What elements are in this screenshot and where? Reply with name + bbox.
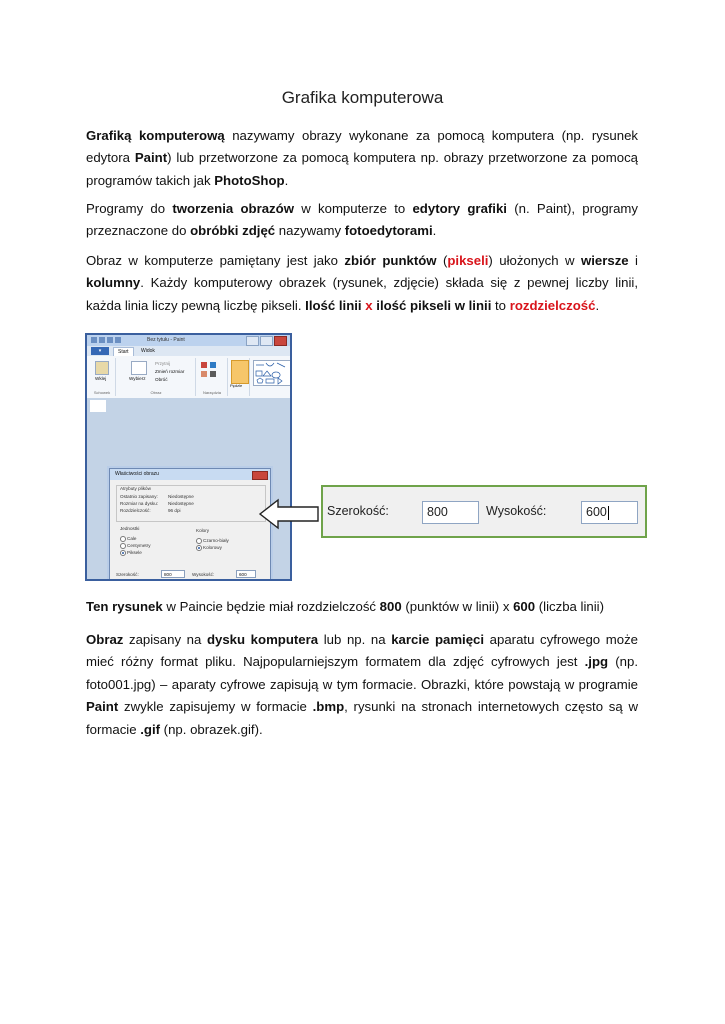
text-run: i [628,253,638,268]
bold-text: Paint [86,699,119,715]
width-label: Szerokość: [116,572,139,577]
text-run: . [284,172,289,188]
shapes-icon [254,361,290,385]
zoom-width-input[interactable] [422,501,479,524]
fill-icon [210,362,216,368]
text-run: ) ułożonych w [488,253,581,268]
bold-text: .bmp [312,699,345,715]
rotate-label: Obróć [155,377,168,382]
units-header: Jednostki [120,526,140,531]
color-bw-label: Czarno-biały [203,538,229,543]
zoomed-size-fields [321,485,647,538]
text-run: , rysunki na stronach internetowych często są w formacie [86,699,638,737]
resolution-value: 96 dpi [168,508,181,513]
paragraph-definition [86,125,638,192]
text-run: aparatu cyfrowego może mieć różny format pliku. Najpopularniejszym formatem dla zdjęć cyfrowych jest [86,632,638,670]
brushes-icon [231,360,249,384]
dialog-title: Właściwości obrazu [110,469,270,480]
zoom-height-input[interactable] [581,501,638,524]
text-run: . Każdy komputerowy obrazek (rysunek, zdjęcie) składa się z pewnej liczby linii, każda linia liczy pewną liczbę pikseli. [86,275,638,313]
text-run: (n. Paint), programy przeznaczone do [86,201,638,239]
paint-titlebar [87,335,290,346]
unit-cm-label: Centymetry [127,543,151,548]
minimize-icon [246,336,259,346]
bold-text: zbiór punktów [344,253,437,268]
picker-icon [210,371,216,377]
last-saved-label: Ostatnio zapisany: [120,494,158,499]
unit-px-label: Piksele [127,550,142,555]
ribbon-group-clipboard [89,358,116,396]
text-run: (punktów w linii) x [401,599,514,614]
bold-text: Ten rysunek [86,599,163,614]
dialog-close-icon [252,471,268,480]
paragraph-pixels [86,250,638,317]
text-run: w komputerze to [293,201,413,216]
paint-screenshot [85,333,292,581]
resize-label: Zmień rozmiar [155,369,185,374]
zoom-width-label: Szerokość: [327,504,389,518]
radio-bw[interactable] [196,538,202,544]
ribbon-group-tools [197,358,228,396]
bold-text: dysku komputera [206,632,319,647]
height-input[interactable]: 600 [236,570,256,578]
bold-text: karcie pamięci [391,632,485,647]
radio-pixels[interactable] [120,550,126,556]
paint-menubar [87,346,290,356]
ribbon-group-brushes [229,358,250,396]
radio-color[interactable] [196,545,202,551]
bold-text: .jpg [584,654,609,670]
paint-menu-button: ▾ [91,347,109,355]
radio-inches[interactable] [120,536,126,542]
save-icon [99,337,105,343]
zoom-height-label: Wysokość: [486,504,547,518]
pencil-icon [201,362,207,368]
unit-inches-label: Cale [127,536,137,541]
paragraph-programs [86,198,638,243]
paragraph-file-formats [86,629,638,741]
highlight-text: x [365,297,373,313]
bold-text: Grafiką komputerową [86,128,225,143]
bold-text: kolumny [86,275,141,291]
highlight-text: pikseli [447,253,489,268]
paint-canvas [90,400,106,412]
text-run: . [432,223,437,239]
text-run: ) lub przetworzone za pomocą komputera np. obrazy przetworzone za pomocą programów takich jak [86,150,638,188]
color-color-label: Kolorowy [203,545,222,550]
redo-icon [115,337,121,343]
select-icon [131,361,147,375]
paint-canvas-area [87,398,290,581]
bold-text: wiersze [580,253,629,268]
tab-start: Start [113,347,134,357]
highlight-text: rozdzielczość [509,297,596,313]
image-properties-dialog [109,468,271,581]
paint-window-title: Bez tytułu - Paint [147,337,185,343]
brushes-label: Pędzle [230,383,243,388]
zoom-width-value: 800 [427,505,448,519]
text-run: (np. foto001.jpg) – aparaty cyfrowe zapisują w tym formacie. Obrazki, które powstają w programie [86,654,639,692]
text-run: w Paincie będzie miał rozdzielczość [162,599,380,614]
app-icon [91,337,97,343]
quick-access-icons [91,337,121,343]
radio-cm[interactable] [120,543,126,549]
clipboard-label: Schowek [93,390,111,395]
text-run: (liczba linii) [535,599,604,614]
pointer-arrow-icon [258,498,320,530]
text-run: ( [436,253,448,268]
document-title: Grafika komputerowa [281,88,444,107]
size-value: Niedostępne [168,501,194,506]
text-run: to [491,297,510,313]
paste-label: Wklej [95,376,107,381]
bold-text: Obraz [86,632,124,647]
bold-text: Paint [134,150,168,166]
bold-text: tworzenia obrazów [172,201,294,216]
tools-group-label: Narzędzia [202,390,221,395]
eraser-icon [201,371,207,377]
paint-ribbon [87,356,290,399]
bold-text: PhotoShop [214,172,285,188]
bold-text: 800 [379,599,402,614]
paragraph-resolution-example [86,596,638,618]
image-group-label: Obraz [150,390,162,395]
zoom-height-value: 600 [586,505,607,519]
text-caret [608,506,609,520]
crop-label: Przytnij [155,361,171,366]
text-run: Programy do [86,201,173,216]
bold-text: 600 [513,599,536,614]
text-run: Obraz w komputerze pamiętany jest jako [86,253,345,268]
last-saved-value: Niedostępne [168,494,194,499]
size-label: Rozmiar na dysku: [120,501,159,506]
undo-icon [107,337,113,343]
text-run: nazywamy obrazy wykonane za pomocą komputera (np. rysunek edytora [86,128,638,166]
bold-text: fotoedytorami [344,223,433,239]
resolution-label: Rozdzielczość: [120,508,151,513]
text-run: lub np. na [318,632,392,647]
text-run: (np. obrazek.gif). [160,721,263,737]
maximize-icon [260,336,273,346]
height-label: Wysokość: [192,572,215,577]
bold-text: ilość pikseli w linii [376,297,492,313]
text-run: zwykle zapisujemy w formacie [118,699,313,715]
width-input[interactable]: 800 [161,570,185,578]
bold-text: Ilość linii [305,297,362,313]
ribbon-group-image [117,358,196,396]
attrs-header: Atrybuty plików [120,486,151,491]
text-run: . [595,297,600,313]
text-run: nazywamy [275,223,345,239]
close-icon [274,336,287,346]
shapes-gallery [253,360,291,386]
text-run: zapisany na [123,632,207,647]
colors-header: Kolory [196,528,210,533]
bold-text: edytory grafiki [412,201,507,216]
select-label: Wybierz [129,376,146,381]
ribbon-group-shapes [251,358,291,396]
window-controls [246,336,287,346]
bold-text: .gif [140,721,161,737]
bold-text: obróbki zdjęć [190,223,276,239]
tab-view: Widok [141,348,155,354]
paste-icon [95,361,109,375]
